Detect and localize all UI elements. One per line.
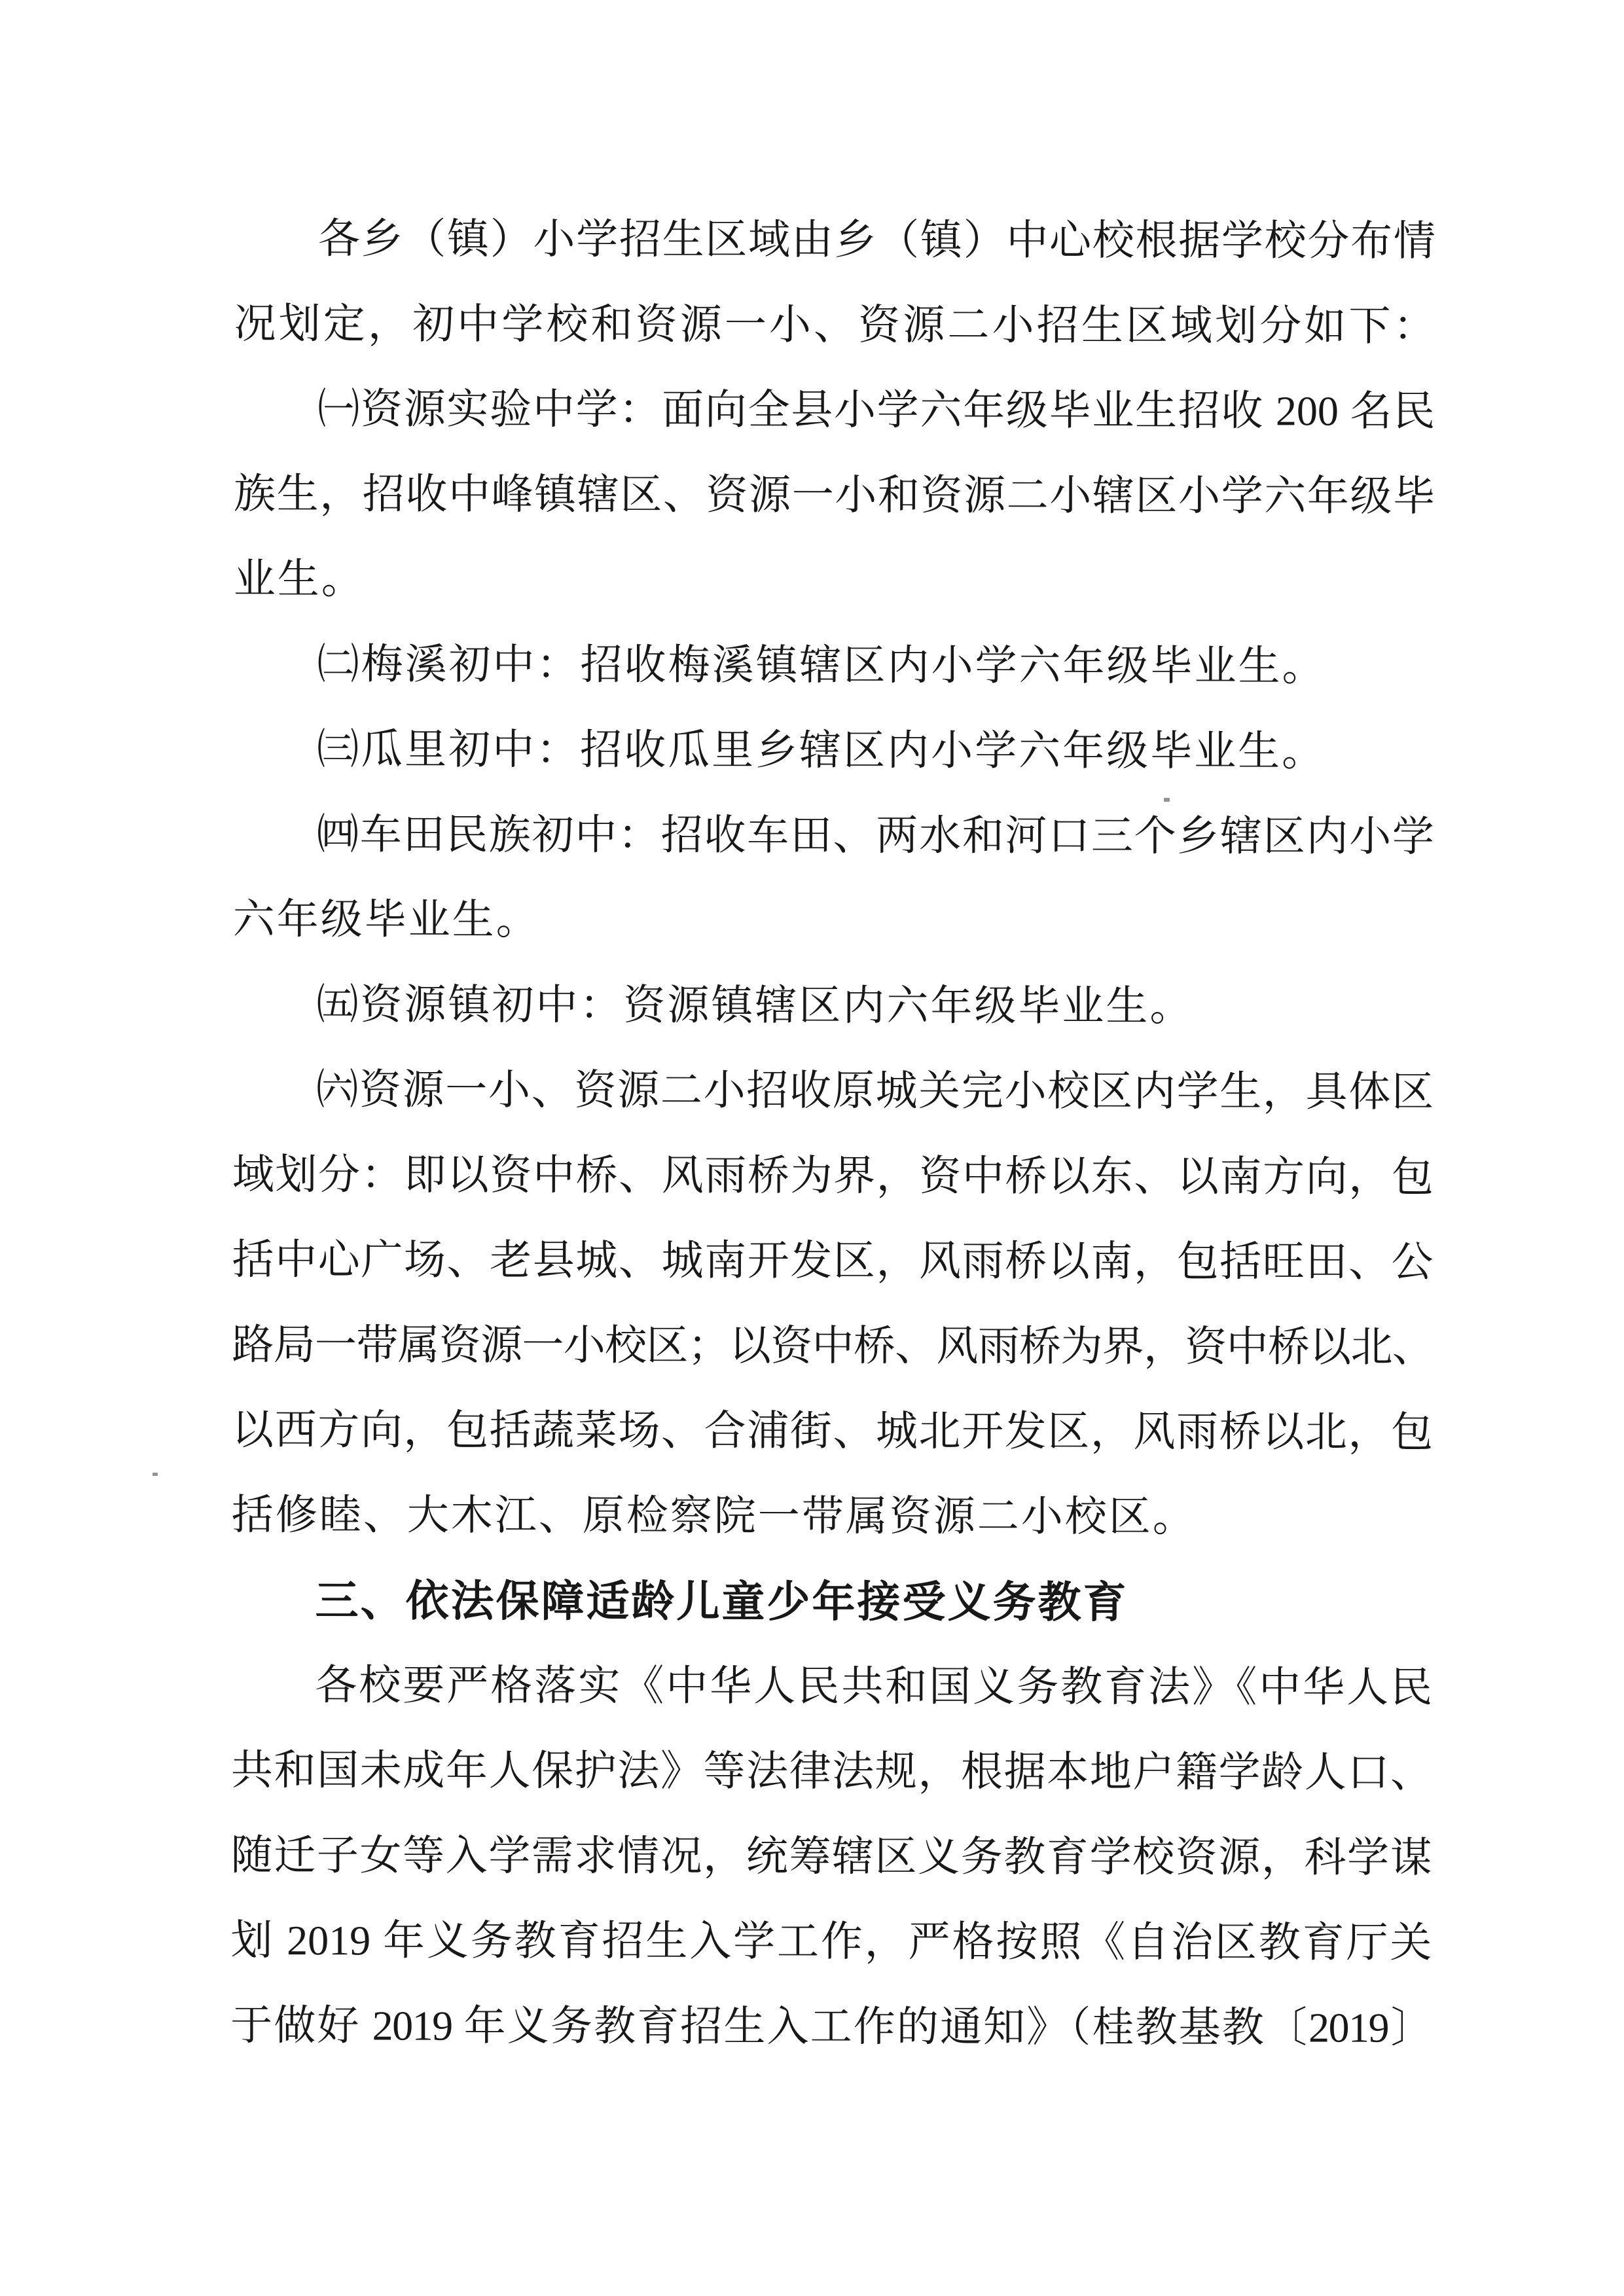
document-text-block [230,196,1435,2071]
document-line: 于做好 2019 年义务教育招生入工作的通知》（桂教基教〔2019〕 [230,2001,1432,2051]
document-line: 共和国未成年人保护法》等法律法规，根据本地户籍学龄人口、 [230,1746,1433,1796]
document-line: 业生。 [233,555,365,603]
document-line: 括修睦、大木江、原检察院一带属资源二小校区。 [231,1491,1197,1541]
document-line: ㈡梅溪初中：招收梅溪镇辖区内小学六年级毕业生。 [317,641,1326,690]
document-line: 以西方向，包括蔬菜场、合浦街、城北开发区，风雨桥以北，包 [231,1406,1434,1456]
document-line: ㈤资源镇初中：资源镇辖区内六年级毕业生。 [316,981,1194,1030]
document-line: 族生，招收中峰镇辖区、资源一小和资源二小辖区小学六年级毕 [233,470,1435,520]
document-line: ㈣车田民族初中：招收车田、两水和河口三个乡辖区内小学 [316,811,1435,860]
document-line: 各校要严格落实《中华人民共和国义务教育法》《中华人民 [315,1662,1433,1711]
document-line: 划 2019 年义务教育招生入学工作，严格按照《自治区教育厅关 [230,1916,1432,1966]
document-line: 随迁子女等入学需求情况，统筹辖区义务教育学校资源，科学谋 [230,1831,1432,1881]
section-heading: 三、依法保障适龄儿童少年接受义务教育 [315,1576,1128,1626]
document-line: 域划分：即以资中桥、风雨桥为界，资中桥以东、以南方向，包 [232,1151,1434,1200]
document-line: 路局一带属资源一小校区；以资中桥、风雨桥为界，资中桥以北、 [232,1321,1434,1371]
document-line: 括中心广场、老县城、城南开发区，风雨桥以南，包括旺田、公 [232,1236,1434,1285]
scan-artifact-speck [153,1473,158,1476]
document-line: 况划定，初中学校和资源一小、资源二小招生区域划分如下： [234,300,1435,350]
document-line: ㈢瓜里初中：招收瓜里乡辖区内小学六年级毕业生。 [317,726,1326,775]
scan-artifact-speck [1164,798,1170,802]
document-line: ㈥资源一小、资源二小招收原城关完小校区内学生，具体区 [316,1066,1434,1115]
document-line: ㈠资源实验中学：面向全县小学六年级毕业生招收 200 名民 [317,386,1435,435]
document-line: 各乡（镇）小学招生区域由乡（镇）中心校根据学校分布情 [317,215,1435,264]
document-line: 六年级毕业生。 [232,895,540,943]
